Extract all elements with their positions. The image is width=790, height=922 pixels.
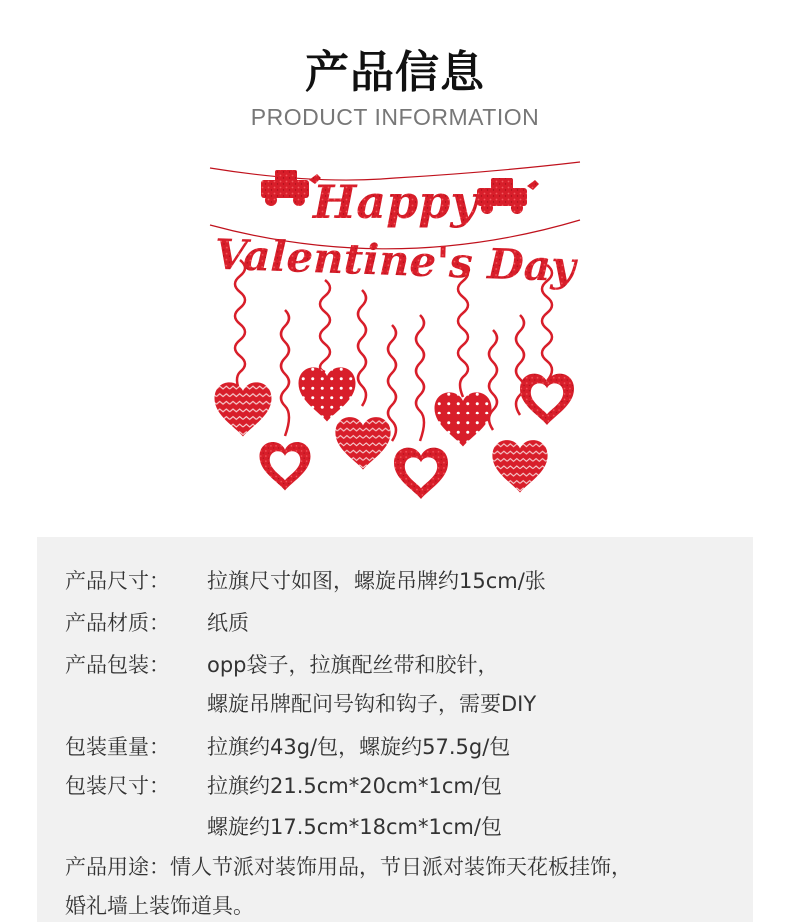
info-value: 拉旗约43g/包，螺旋约57.5g/包 <box>207 735 511 759</box>
page-subtitle: PRODUCT INFORMATION <box>250 104 540 130</box>
heart-icon <box>215 382 272 436</box>
heart-icon <box>335 417 390 469</box>
page-title: 产品信息 <box>305 47 485 98</box>
banner-line-1: Happy <box>312 175 478 229</box>
product-image <box>195 150 595 510</box>
info-label: 包装尺寸： <box>65 774 170 798</box>
truck-right-icon <box>477 178 539 214</box>
info-row-weight <box>65 731 510 761</box>
heart-icon <box>492 440 547 492</box>
info-row-material <box>65 607 249 637</box>
heart-outline-icon <box>520 374 574 425</box>
info-row-usage-continued: 婚礼墙上装饰道具。 <box>65 894 254 918</box>
info-label: 产品包装： <box>65 653 170 677</box>
info-row-pack-size <box>65 770 502 800</box>
info-label: 产品尺寸： <box>65 569 170 593</box>
info-row-usage: 产品用途：情人节派对装饰用品，节日派对装饰天花板挂饰， <box>65 855 632 879</box>
info-value: opp袋子，拉旗配丝带和胶针， <box>207 653 499 677</box>
heart-icon <box>299 367 356 421</box>
info-row-size <box>65 565 546 595</box>
heart-icon <box>435 392 492 446</box>
info-value: 拉旗约21.5cm*20cm*1cm/包 <box>207 774 502 798</box>
info-value: 拉旗尺寸如图，螺旋吊牌约15cm/张 <box>207 569 546 593</box>
info-value: 纸质 <box>207 611 249 635</box>
info-row-package <box>65 649 499 679</box>
info-label: 包装重量： <box>65 735 170 759</box>
banner-line-2: Valentine's Day <box>213 229 577 292</box>
info-label: 产品材质： <box>65 611 170 635</box>
heart-outline-icon <box>394 448 448 499</box>
info-row-pack-size-continued: 螺旋约17.5cm*18cm*1cm/包 <box>207 815 502 839</box>
product-info-panel <box>37 537 753 922</box>
info-row-package-continued: 螺旋吊牌配问号钩和钩子，需要DIY <box>207 692 537 716</box>
heart-outline-icon <box>260 442 311 490</box>
